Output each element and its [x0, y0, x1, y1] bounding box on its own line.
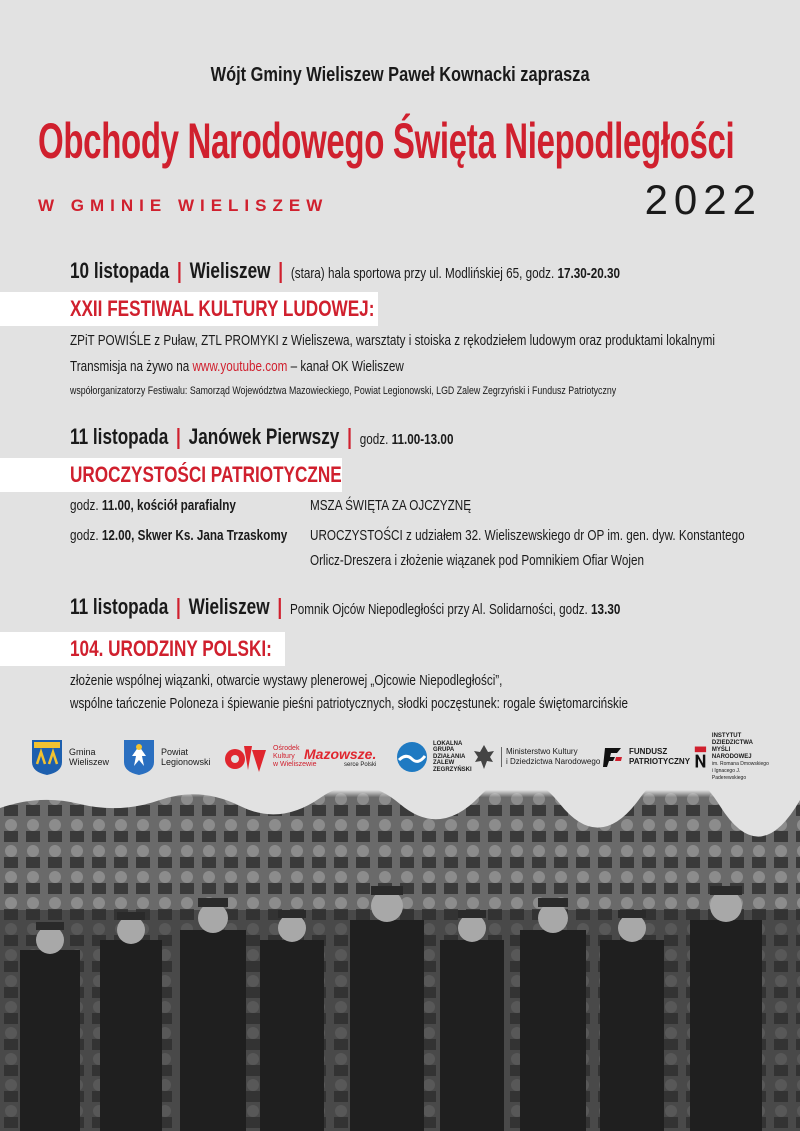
sponsor-logos	[30, 734, 770, 780]
event2-row2-cont: Orlicz-Dreszera i złożenie wiązanek pod Pomnikiem Ofiar Wojen	[310, 552, 645, 569]
event2-date: 11 listopada	[70, 424, 169, 449]
page-title: Obchody Narodowego Święta Niepodległości	[38, 113, 735, 169]
event2-banner-text: UROCZYSTOŚCI PATRIOTYCZNE	[70, 462, 342, 487]
event2-detail: godz.	[359, 431, 389, 448]
logo-mazowsze: Mazowsze. serce Polski	[304, 746, 377, 768]
logo-instytut: INSTYTUT DZIEDZICTWA MYŚLI NARODOWEJ im. Romana Dmowskiego i Ignacego J. Paderewskiego	[694, 734, 770, 780]
event1-coorganizers: współorganizatorzy Festiwalu: Samorząd Województwa Mazowieckiego, Powiat Legionowski, LGD Zalew Zegrzyński i Fundusz Patriotyczny	[70, 385, 617, 397]
event1-line2: Transmisja na żywo na www.youtube.com – kanał OK Wieliszew	[70, 358, 404, 375]
gmina-crest-icon	[30, 738, 64, 776]
event3-place: Wieliszew	[188, 594, 270, 619]
logo-okw: Ośrodek Kultury w Wieliszewie	[224, 734, 317, 780]
event3-line2: wspólne tańczenie Poloneza i śpiewanie pieśni patriotycznych, słodki poczęstunek: rogale świętomarcińskie	[70, 695, 629, 712]
event2-row2-time: godz. 12.00, Skwer Ks. Jana Trzaskomy	[70, 527, 288, 544]
event2-header: 11 listopada | Janówek Pierwszy | godz. 11.00-13.00	[70, 424, 454, 449]
fundusz-icon	[602, 745, 624, 769]
event3-banner-text: 104. URODZINY POLSKI:	[70, 636, 272, 661]
logo-ministerstwo: Ministerstwo Kultury i Dziedzictwa Narodowego	[472, 734, 600, 780]
youtube-link[interactable]: www.youtube.com	[192, 358, 288, 375]
event3-date: 11 listopada	[70, 594, 169, 619]
event1-line1: ZPiT POWIŚLE z Puław, ZTL PROMYKI z Wieliszewa, warsztaty i stoiska z rękodziełem ludowym oraz produktami lokalnymi	[70, 332, 715, 349]
logo-gmina: Gmina Wieliszew	[30, 734, 109, 780]
page-subtitle: W GMINIE WIELISZEW	[38, 196, 329, 215]
event1-header: 10 listopada | Wieliszew | (stara) hala sportowa przy ul. Modlińskiej 65, godz. 17.30-20.30	[70, 258, 620, 283]
event2-time: 11.00-13.00	[391, 431, 454, 448]
instytut-icon	[694, 742, 707, 772]
event1-detail: (stara) hala sportowa przy ul. Modlińskiej 65, godz.	[290, 265, 555, 282]
logo-lgd: LOKALNA GRUPA DZIAŁANIA ZALEW ZEGRZYŃSKI	[396, 734, 472, 780]
okw-logo-icon	[224, 740, 268, 774]
event3-detail: Pomnik Ojców Niepodległości przy Al. Solidarności, godz.	[289, 601, 588, 618]
powiat-crest-icon	[122, 738, 156, 776]
event2-place: Janówek Pierwszy	[188, 424, 340, 449]
event1-time: 17.30-20.30	[557, 265, 620, 282]
event2-row1-text: MSZA ŚWIĘTA ZA OJCZYZNĘ	[310, 497, 472, 514]
event3-line1: złożenie wspólnej wiązanki, otwarcie wystawy plenerowej „Ojcowie Niepodległości”,	[70, 672, 503, 689]
event2-row1-time: godz. 11.00, kościół parafialny	[70, 497, 236, 514]
logo-fundusz: FUNDUSZ PATRIOTYCZNY	[602, 734, 690, 780]
historical-crowd-photo	[0, 790, 800, 1131]
event1-place: Wieliszew	[189, 258, 271, 283]
year-label: 2022	[644, 176, 762, 223]
event2-row2-text: UROCZYSTOŚCI z udziałem 32. Wieliszewskiego dr OP im. gen. dyw. Konstantego	[310, 527, 745, 544]
logo-powiat: Powiat Legionowski	[122, 734, 211, 780]
event1-banner-text: XXII FESTIWAL KULTURY LUDOWEJ:	[70, 296, 375, 321]
event3-time: 13.30	[591, 601, 621, 618]
eagle-icon	[472, 742, 496, 772]
inviter-line: Wójt Gminy Wieliszew Paweł Kownacki zaprasza	[210, 64, 590, 86]
event1-date: 10 listopada	[70, 258, 170, 283]
lgd-wave-icon	[396, 741, 428, 773]
event3-header: 11 listopada | Wieliszew | Pomnik Ojców Niepodległości przy Al. Solidarności, godz. 13.30	[70, 594, 621, 619]
